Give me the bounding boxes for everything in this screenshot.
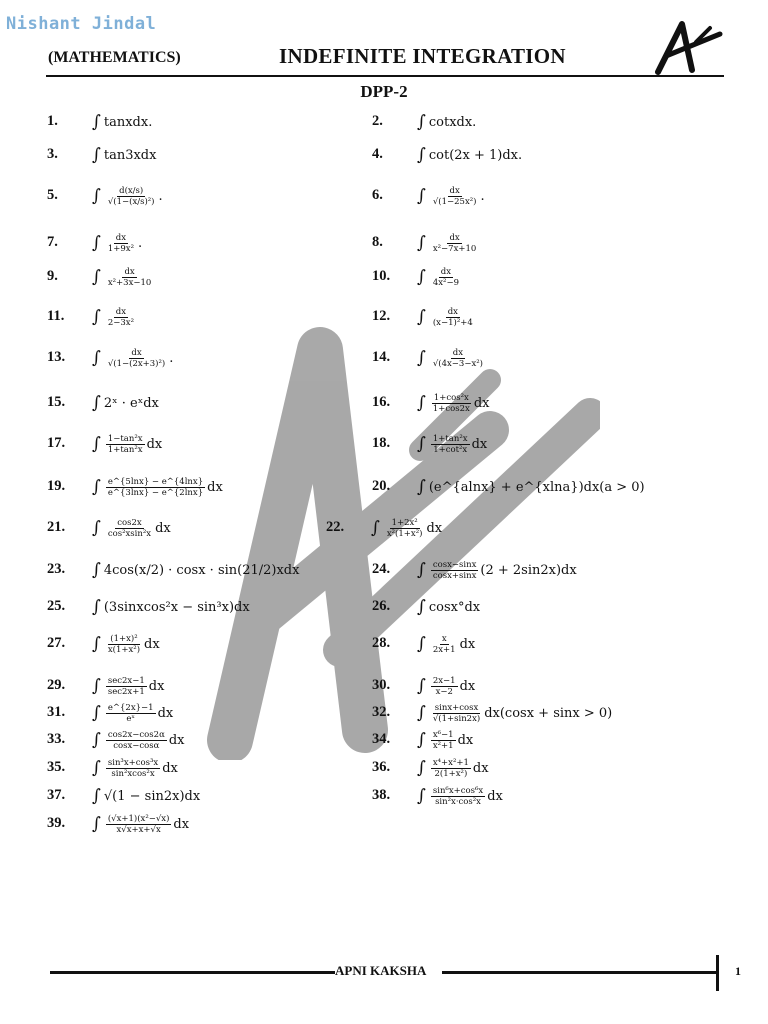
integral-sign-icon: ∫ bbox=[92, 786, 101, 806]
integral-sign-icon: ∫ bbox=[92, 814, 101, 834]
integrand: √(1 − sin2x)dx bbox=[103, 788, 201, 804]
problem-number: 3. bbox=[47, 146, 58, 162]
integral-sign-icon: ∫ bbox=[417, 560, 426, 580]
denominator: sin²xcos²x bbox=[111, 768, 155, 779]
integrand-suffix: dx bbox=[148, 678, 165, 694]
fraction bbox=[106, 634, 142, 655]
page-title: INDEFINITE INTEGRATION bbox=[279, 44, 566, 68]
integral-sign-icon: ∫ bbox=[417, 186, 426, 206]
problem-number: 2. bbox=[372, 113, 383, 129]
fraction bbox=[106, 676, 147, 697]
problem-expression bbox=[92, 182, 163, 210]
numerator: 1+cos²x bbox=[433, 392, 469, 403]
integral-sign-icon: ∫ bbox=[92, 348, 101, 368]
numerator: cos2x bbox=[117, 517, 142, 528]
integrand-suffix: (2 + 2sin2x)dx bbox=[480, 562, 577, 578]
integral-sign-icon: ∫ bbox=[92, 307, 101, 327]
integrand-suffix: dx bbox=[146, 436, 163, 452]
fraction bbox=[431, 786, 485, 807]
denominator: 4x²−9 bbox=[432, 277, 459, 288]
denominator: 2(1+x²) bbox=[434, 768, 468, 779]
integral-sign-icon: ∫ bbox=[417, 634, 426, 654]
problem-expression bbox=[417, 473, 645, 501]
integrand: tanxdx. bbox=[103, 114, 153, 130]
denominator: √(4x−3−x²) bbox=[432, 358, 483, 369]
problem-expression bbox=[92, 726, 184, 754]
integral-sign-icon: ∫ bbox=[92, 434, 101, 454]
denominator: x²(1+x²) bbox=[386, 528, 423, 539]
integrand-suffix: . bbox=[169, 350, 174, 366]
fraction bbox=[106, 267, 153, 288]
integral-sign-icon: ∫ bbox=[92, 518, 101, 538]
denominator: x²−7x+10 bbox=[432, 243, 477, 254]
integral-sign-icon: ∫ bbox=[417, 730, 426, 750]
fraction bbox=[431, 560, 479, 581]
integral-sign-icon: ∫ bbox=[417, 676, 426, 696]
denominator: sec2x+1 bbox=[107, 686, 145, 697]
fraction bbox=[431, 703, 482, 724]
numerator: dx bbox=[115, 306, 127, 317]
integral-sign-icon: ∫ bbox=[92, 676, 101, 696]
brand-logo-icon bbox=[652, 20, 724, 76]
integrand: (e^{alnx} + e^{xlna})dx(a > 0) bbox=[428, 479, 645, 495]
problem-expression bbox=[92, 699, 173, 727]
problem-expression bbox=[417, 754, 489, 782]
denominator: √(1+sin2x) bbox=[432, 713, 481, 724]
numerator: dx bbox=[115, 232, 127, 243]
denominator: x√x+x+√x bbox=[116, 824, 161, 835]
problem-number: 29. bbox=[47, 677, 66, 693]
problem-number: 23. bbox=[47, 561, 66, 577]
integrand-suffix: dx bbox=[487, 788, 503, 804]
subject-label: (MATHEMATICS) bbox=[48, 49, 181, 66]
numerator: (1+x)² bbox=[110, 633, 138, 644]
integrand-suffix: . bbox=[138, 235, 143, 251]
fraction bbox=[106, 434, 145, 455]
integrand: 2ˣ · eˣdx bbox=[103, 395, 159, 411]
problem-number: 14. bbox=[372, 349, 391, 365]
fraction bbox=[431, 348, 485, 369]
integrand-suffix: dx bbox=[155, 520, 171, 536]
integral-sign-icon: ∫ bbox=[92, 703, 101, 723]
problem-number: 31. bbox=[47, 704, 66, 720]
denominator: cos²xsin²x bbox=[107, 528, 152, 539]
problem-expression bbox=[417, 229, 480, 257]
numerator: cos2x−cos2α bbox=[107, 729, 165, 740]
numerator: x bbox=[441, 633, 447, 644]
integral-sign-icon: ∫ bbox=[417, 112, 426, 132]
problem-expression bbox=[92, 672, 164, 700]
integrand-suffix: dx bbox=[426, 520, 443, 536]
integral-sign-icon: ∫ bbox=[417, 703, 426, 723]
fraction bbox=[431, 186, 479, 207]
problem-expression bbox=[92, 593, 250, 621]
integrand-suffix: . bbox=[480, 188, 485, 204]
problem-expression bbox=[92, 389, 159, 417]
fraction bbox=[106, 518, 153, 539]
problem-expression bbox=[417, 430, 487, 458]
integral-sign-icon: ∫ bbox=[92, 233, 101, 253]
numerator: e^{5lnx} − e^{4lnx} bbox=[107, 476, 204, 487]
problem-number: 21. bbox=[47, 519, 66, 535]
problem-expression bbox=[417, 263, 463, 291]
integral-sign-icon: ∫ bbox=[92, 477, 101, 497]
problem-expression bbox=[92, 473, 223, 501]
problem-expression bbox=[417, 699, 612, 727]
fraction bbox=[106, 730, 167, 751]
problem-number: 1. bbox=[47, 113, 58, 129]
problem-number: 18. bbox=[372, 435, 391, 451]
integral-sign-icon: ∫ bbox=[417, 307, 426, 327]
problem-expression bbox=[417, 726, 473, 754]
problem-expression bbox=[417, 593, 480, 621]
problem-expression bbox=[417, 556, 577, 584]
problem-expression bbox=[417, 672, 475, 700]
numerator: cosx−sinx bbox=[432, 559, 477, 570]
integral-sign-icon: ∫ bbox=[417, 758, 426, 778]
integrand-suffix: dx bbox=[168, 732, 185, 748]
problem-expression bbox=[92, 344, 173, 372]
problem-expression bbox=[92, 556, 299, 584]
numerator: 2x−1 bbox=[432, 675, 456, 686]
fraction bbox=[431, 307, 475, 328]
footer-rule-left bbox=[50, 971, 335, 974]
problem-number: 34. bbox=[372, 731, 391, 747]
problem-number: 39. bbox=[47, 815, 66, 831]
integrand-suffix: dx bbox=[459, 678, 476, 694]
integrand: (3sinxcos²x − sin³x)dx bbox=[103, 599, 250, 615]
integral-sign-icon: ∫ bbox=[92, 560, 101, 580]
integrand-suffix: dx bbox=[162, 760, 178, 776]
numerator: (√x+1)(x²−√x) bbox=[107, 813, 170, 824]
problem-number: 36. bbox=[372, 759, 391, 775]
numerator: sin⁶x+cos⁶x bbox=[432, 785, 484, 796]
problem-expression bbox=[92, 810, 189, 838]
numerator: dx bbox=[447, 306, 458, 317]
integral-sign-icon: ∫ bbox=[92, 267, 101, 287]
numerator: d(x/s) bbox=[119, 185, 144, 196]
integral-sign-icon: ∫ bbox=[371, 518, 380, 538]
problem-number: 38. bbox=[372, 787, 391, 803]
problem-expression bbox=[92, 782, 200, 810]
integrand-suffix: dx bbox=[157, 705, 174, 721]
fraction bbox=[431, 634, 458, 655]
numerator: x⁴+x²+1 bbox=[432, 757, 469, 768]
fraction bbox=[431, 233, 478, 254]
fraction bbox=[431, 676, 458, 697]
fraction bbox=[431, 267, 461, 288]
integral-sign-icon: ∫ bbox=[92, 393, 101, 413]
integral-sign-icon: ∫ bbox=[92, 112, 101, 132]
problem-expression bbox=[417, 630, 475, 658]
fraction bbox=[431, 758, 471, 779]
denominator: 1+9x² bbox=[107, 243, 134, 254]
problem-number: 16. bbox=[372, 394, 391, 410]
integrand-suffix: dx bbox=[472, 760, 489, 776]
denominator: 1+cos2x bbox=[432, 403, 470, 414]
denominator: 1+cot²x bbox=[433, 444, 468, 455]
numerator: dx bbox=[124, 266, 135, 277]
problem-number: 37. bbox=[47, 787, 66, 803]
problem-number: 11. bbox=[47, 308, 65, 324]
problem-number: 15. bbox=[47, 394, 66, 410]
problem-expression bbox=[92, 630, 160, 658]
fraction bbox=[431, 393, 472, 414]
integral-sign-icon: ∫ bbox=[92, 145, 101, 165]
problem-expression bbox=[92, 108, 152, 136]
denominator: 2x+1 bbox=[432, 644, 456, 655]
integrand-suffix: dx(cosx + sinx > 0) bbox=[484, 705, 613, 721]
fraction bbox=[106, 703, 156, 724]
integral-sign-icon: ∫ bbox=[417, 786, 426, 806]
problem-number: 19. bbox=[47, 478, 66, 494]
denominator: √(1−25x²) bbox=[432, 196, 477, 207]
problem-expression bbox=[417, 182, 485, 210]
fraction bbox=[431, 434, 470, 455]
fraction bbox=[106, 307, 136, 328]
denominator: eˣ bbox=[126, 713, 136, 724]
numerator: dx bbox=[452, 347, 464, 358]
problem-number: 5. bbox=[47, 187, 58, 203]
problem-expression bbox=[92, 229, 142, 257]
denominator: x−2 bbox=[435, 686, 453, 697]
problem-number: 20. bbox=[372, 478, 391, 494]
problem-number: 10. bbox=[372, 268, 391, 284]
integral-sign-icon: ∫ bbox=[417, 267, 426, 287]
numerator: sin³x+cos³x bbox=[107, 757, 159, 768]
integral-sign-icon: ∫ bbox=[417, 434, 426, 454]
fraction bbox=[106, 477, 205, 498]
problem-number: 26. bbox=[372, 598, 391, 614]
numerator: sec2x−1 bbox=[107, 675, 145, 686]
problem-expression bbox=[417, 108, 476, 136]
problem-number: 12. bbox=[372, 308, 391, 324]
integrand-suffix: dx bbox=[471, 436, 488, 452]
numerator: dx bbox=[131, 347, 142, 358]
numerator: sinx+cosx bbox=[434, 702, 479, 713]
header-divider bbox=[46, 75, 724, 77]
fraction bbox=[385, 518, 425, 539]
fraction bbox=[106, 814, 172, 835]
integral-sign-icon: ∫ bbox=[417, 477, 426, 497]
problem-expression bbox=[92, 263, 155, 291]
numerator: 1+tan²x bbox=[432, 433, 468, 444]
denominator: √(1−(2x+3)²) bbox=[107, 358, 166, 369]
problem-number: 32. bbox=[372, 704, 391, 720]
integrand: tan3xdx bbox=[103, 147, 157, 163]
denominator: (x−1)²+4 bbox=[432, 317, 473, 328]
problem-number: 4. bbox=[372, 146, 383, 162]
problem-expression bbox=[92, 141, 156, 169]
problem-expression bbox=[417, 303, 477, 331]
integrand-suffix: dx bbox=[473, 395, 490, 411]
problem-number: 25. bbox=[47, 598, 66, 614]
denominator: 1+tan²x bbox=[107, 444, 143, 455]
problem-expression bbox=[92, 430, 162, 458]
denominator: sin²x·cos²x bbox=[435, 796, 481, 807]
integral-sign-icon: ∫ bbox=[417, 348, 426, 368]
integrand-suffix: dx bbox=[459, 636, 476, 652]
numerator: e^{2x}−1 bbox=[107, 702, 154, 713]
integrand-suffix: dx bbox=[457, 732, 474, 748]
fraction bbox=[106, 348, 167, 369]
problem-expression bbox=[92, 754, 178, 782]
problem-expression bbox=[417, 344, 487, 372]
author-watermark: Nishant Jindal bbox=[6, 14, 157, 34]
denominator: 2−3x² bbox=[107, 317, 134, 328]
integral-sign-icon: ∫ bbox=[417, 145, 426, 165]
integrand: cot(2x + 1)dx. bbox=[428, 147, 523, 163]
problem-expression bbox=[417, 389, 490, 417]
problem-number: 28. bbox=[372, 635, 391, 651]
integral-sign-icon: ∫ bbox=[92, 186, 101, 206]
problem-number: 30. bbox=[372, 677, 391, 693]
problem-number: 27. bbox=[47, 635, 66, 651]
integrand-suffix: dx bbox=[173, 816, 190, 832]
integral-sign-icon: ∫ bbox=[92, 597, 101, 617]
numerator: 1+2x² bbox=[391, 517, 418, 528]
denominator: √(1−(x/s)²) bbox=[107, 196, 155, 207]
denominator: cosx+sinx bbox=[432, 570, 477, 581]
fraction bbox=[431, 730, 456, 751]
problem-number: 24. bbox=[372, 561, 391, 577]
integral-sign-icon: ∫ bbox=[417, 233, 426, 253]
problem-number: 13. bbox=[47, 349, 66, 365]
problem-number: 8. bbox=[372, 234, 383, 250]
problem-expression bbox=[417, 782, 503, 810]
integral-sign-icon: ∫ bbox=[417, 393, 426, 413]
integrand: cosx°dx bbox=[428, 599, 481, 615]
integrand-suffix: dx bbox=[144, 636, 160, 652]
integrand: cotxdx. bbox=[428, 114, 477, 130]
problem-expression bbox=[92, 514, 171, 542]
problem-expression bbox=[92, 303, 138, 331]
footer-rule-right bbox=[442, 971, 717, 974]
integrand-suffix: . bbox=[158, 188, 163, 204]
fraction bbox=[106, 186, 157, 207]
footer-bar bbox=[716, 955, 719, 991]
problem-number: 7. bbox=[47, 234, 58, 250]
denominator: cosx−cosα bbox=[113, 740, 160, 751]
problem-number: 9. bbox=[47, 268, 58, 284]
denominator: x²+1 bbox=[432, 740, 454, 751]
integral-sign-icon: ∫ bbox=[92, 730, 101, 750]
integral-sign-icon: ∫ bbox=[92, 634, 101, 654]
page-number: 1 bbox=[735, 964, 741, 978]
dpp-label: DPP-2 bbox=[360, 82, 408, 101]
problem-number: 33. bbox=[47, 731, 66, 747]
problem-number: 35. bbox=[47, 759, 66, 775]
problem-expression bbox=[417, 141, 522, 169]
problem-expression bbox=[371, 514, 442, 542]
numerator: dx bbox=[449, 185, 460, 196]
denominator: x²+3x−10 bbox=[107, 277, 152, 288]
numerator: dx bbox=[449, 232, 460, 243]
problem-number: 6. bbox=[372, 187, 383, 203]
denominator: x(1+x²) bbox=[107, 644, 141, 655]
footer-brand: APNI KAKSHA bbox=[335, 963, 427, 978]
problem-number: 17. bbox=[47, 435, 66, 451]
problem-number: 22. bbox=[326, 519, 345, 535]
fraction bbox=[106, 233, 136, 254]
integral-sign-icon: ∫ bbox=[92, 758, 101, 778]
numerator: 1−tan²x bbox=[107, 433, 143, 444]
integral-sign-icon: ∫ bbox=[417, 597, 426, 617]
numerator: x⁶−1 bbox=[432, 729, 454, 740]
fraction bbox=[106, 758, 160, 779]
denominator: e^{3lnx} − e^{2lnx} bbox=[107, 487, 204, 498]
numerator: dx bbox=[440, 266, 452, 277]
integrand-suffix: dx bbox=[207, 479, 223, 495]
integrand: 4cos(x/2) · cosx · sin(21/2)xdx bbox=[103, 562, 300, 578]
